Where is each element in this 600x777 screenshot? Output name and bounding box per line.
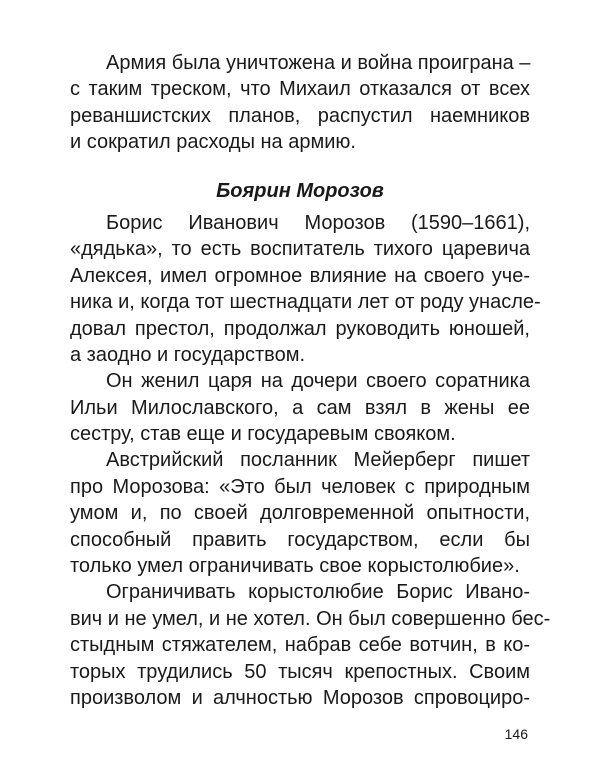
text-line: реваншистских планов, распустил наемников <box>70 104 530 127</box>
paragraph-intro <box>70 50 530 156</box>
text-line: Алексея, имел огромное влияние на своего уче- <box>70 264 530 287</box>
text-line: с таким треском, что Михаил отказался от всех <box>70 78 530 101</box>
page-number: 146 <box>504 726 528 742</box>
text-line: про Морозова: «Это был человек с природным <box>70 475 530 498</box>
text-line: довал престол, продолжал руководить юношей, <box>70 317 530 340</box>
page-text <box>70 50 551 711</box>
text-line: Армия была уничтожена и война проиграна – <box>106 52 531 74</box>
paragraph-3 <box>70 447 530 579</box>
text-line: стыдным стяжателем, набрав себе вотчин, в ко- <box>70 634 530 657</box>
text-line: способный править государством, если бы <box>70 528 530 551</box>
text-line: Он женил царя на дочери своего соратника <box>106 370 530 393</box>
text-line: произволом и алчностью Морозов спровоциро- <box>70 686 530 709</box>
text-line: вич и не умел, и не хотел. Он был совершенно бес- <box>70 607 551 630</box>
text-line: «дядька», то есть воспитатель тихого царевича <box>70 238 530 261</box>
paragraph-1 <box>70 210 541 368</box>
text-line: ника и, когда тот шестнадцати лет от роду унасле- <box>70 291 541 314</box>
text-line: а заодно и государством. <box>70 343 305 366</box>
text-line: Ильи Милославского, а сам взял в жены ее <box>70 396 530 419</box>
text-line: умом и, по своей долговременной опытности, <box>70 502 530 525</box>
section-heading: Боярин Морозов <box>216 179 384 202</box>
text-line: Борис Иванович Морозов (1590–1661), <box>106 211 530 234</box>
text-line: сестру, став еще и государевым свояком. <box>70 423 456 446</box>
text-line: только умел ограничивать свое корыстолюбие». <box>70 555 520 578</box>
text-line: Ограничивать корыстолюбие Борис Ивано- <box>106 581 530 604</box>
text-line: и сократил расходы на армию. <box>70 131 356 154</box>
paragraph-4 <box>70 579 551 711</box>
text-line: торых трудились 50 тысяч крепостных. Своим <box>70 660 530 683</box>
paragraph-2 <box>70 368 530 447</box>
text-line: Австрийский посланник Мейерберг пишет <box>106 449 530 472</box>
